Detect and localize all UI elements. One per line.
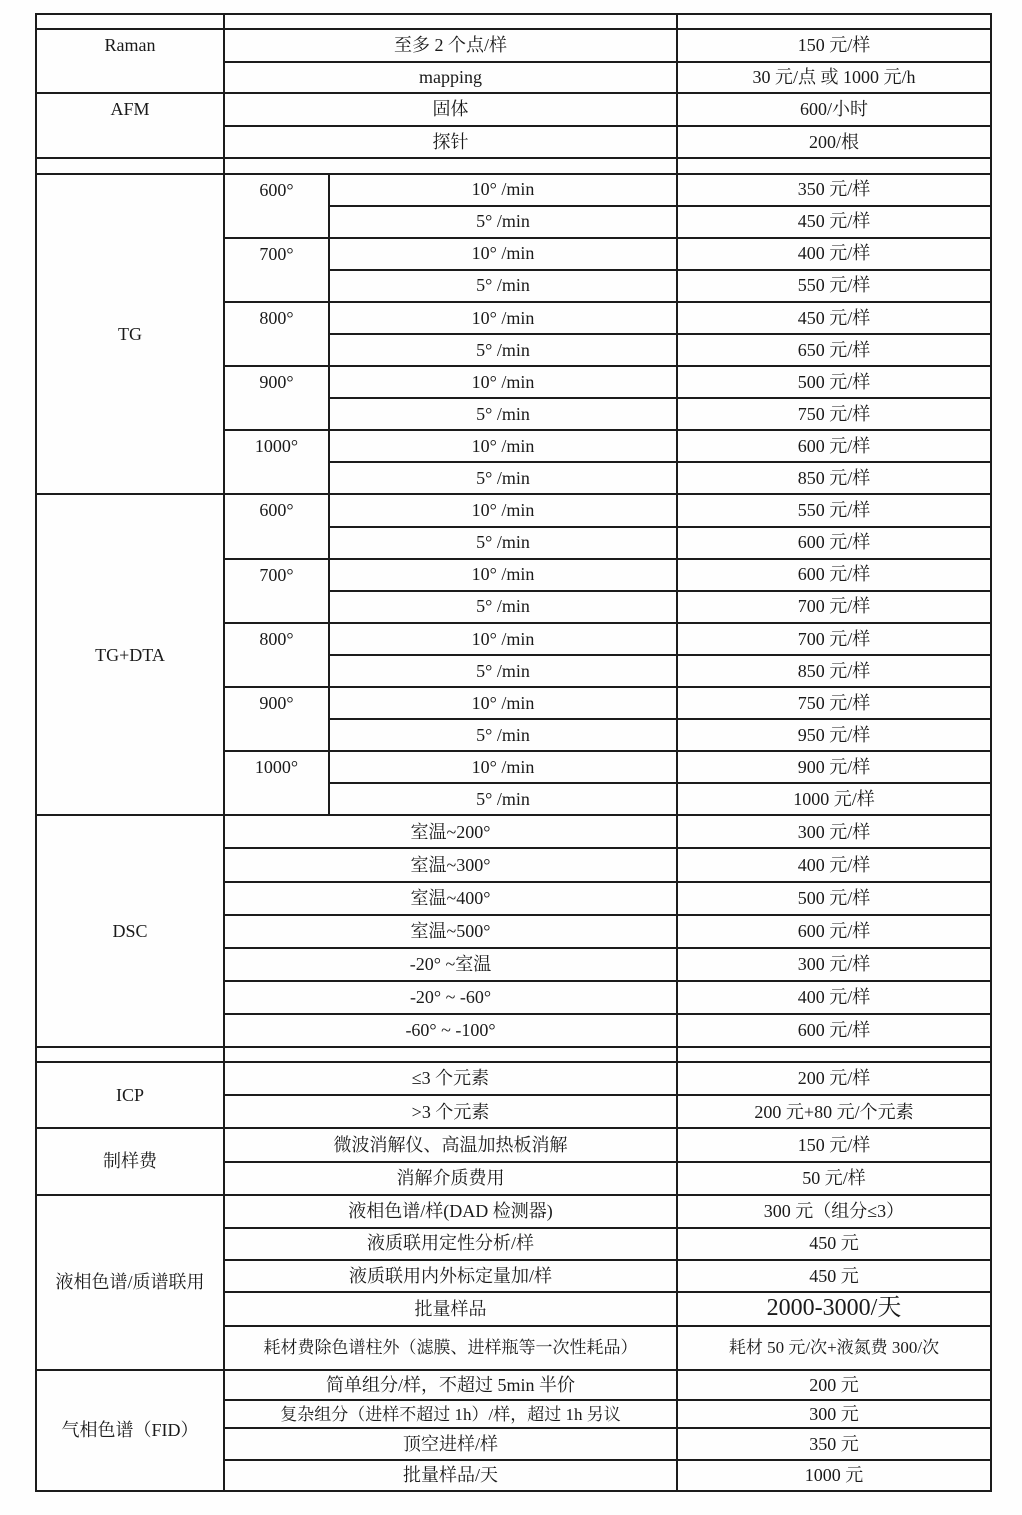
rate-cell: 10° /min — [329, 366, 677, 398]
price-cell: 450 元/样 — [677, 302, 991, 334]
price-cell: 400 元/样 — [677, 981, 991, 1014]
price-cell: 400 元/样 — [677, 848, 991, 881]
condition-cell: -20° ~ -60° — [224, 981, 677, 1014]
empty-cell — [224, 1047, 677, 1062]
price-cell: 300 元/样 — [677, 815, 991, 848]
price-cell: 350 元 — [677, 1428, 991, 1460]
price-cell: 150 元/样 — [677, 29, 991, 62]
afm-label: AFM — [36, 93, 224, 158]
empty-cell — [36, 1047, 224, 1062]
table-row — [36, 174, 991, 206]
icp-label: ICP — [36, 1062, 224, 1128]
temp-cell: 800° — [224, 302, 329, 366]
condition-cell: 探针 — [224, 126, 677, 158]
condition-cell: 室温~300° — [224, 848, 677, 881]
table-row — [36, 93, 991, 126]
empty-cell — [36, 14, 224, 29]
condition-cell: >3 个元素 — [224, 1095, 677, 1128]
condition-cell: 至多 2 个点/样 — [224, 29, 677, 62]
rate-cell: 10° /min — [329, 623, 677, 655]
tg-label: TG — [36, 174, 224, 495]
price-cell: 450 元 — [677, 1228, 991, 1260]
rate-cell: 5° /min — [329, 655, 677, 687]
temp-cell: 600° — [224, 174, 329, 238]
condition-cell: 室温~200° — [224, 815, 677, 848]
table-row — [36, 158, 991, 173]
price-cell: 350 元/样 — [677, 174, 991, 206]
price-cell: 耗材 50 元/次+液氮费 300/次 — [677, 1326, 991, 1370]
price-cell: 500 元/样 — [677, 366, 991, 398]
tg-dta-label: TG+DTA — [36, 494, 224, 815]
rate-cell: 5° /min — [329, 206, 677, 238]
price-cell: 550 元/样 — [677, 494, 991, 526]
temp-cell: 700° — [224, 238, 329, 302]
rate-cell: 5° /min — [329, 462, 677, 494]
condition-cell: 消解介质费用 — [224, 1162, 677, 1195]
condition-cell: -20° ~室温 — [224, 948, 677, 981]
rate-cell: 5° /min — [329, 719, 677, 751]
condition-cell: mapping — [224, 62, 677, 93]
table-row — [36, 815, 991, 848]
sample-prep-label: 制样费 — [36, 1128, 224, 1194]
table-row — [36, 1047, 991, 1062]
price-cell: 600/小时 — [677, 93, 991, 126]
table-row — [36, 1128, 991, 1161]
rate-cell: 10° /min — [329, 494, 677, 526]
condition-cell: ≤3 个元素 — [224, 1062, 677, 1095]
price-cell: 850 元/样 — [677, 655, 991, 687]
price-cell: 1000 元/样 — [677, 783, 991, 815]
table-row — [36, 1195, 991, 1228]
rate-cell: 10° /min — [329, 687, 677, 719]
price-cell: 700 元/样 — [677, 591, 991, 623]
rate-cell: 10° /min — [329, 174, 677, 206]
temp-cell: 800° — [224, 623, 329, 687]
price-cell: 750 元/样 — [677, 398, 991, 430]
temp-cell: 1000° — [224, 430, 329, 494]
condition-cell: 顶空进样/样 — [224, 1428, 677, 1460]
temp-cell: 900° — [224, 687, 329, 751]
price-cell: 600 元/样 — [677, 430, 991, 462]
condition-cell: 耗材费除色谱柱外（滤膜、进样瓶等一次性耗品） — [224, 1326, 677, 1370]
rate-cell: 5° /min — [329, 591, 677, 623]
price-cell: 200/根 — [677, 126, 991, 158]
price-cell: 200 元+80 元/个元素 — [677, 1095, 991, 1128]
price-cell: 30 元/点 或 1000 元/h — [677, 62, 991, 93]
condition-cell: 批量样品 — [224, 1292, 677, 1326]
empty-cell — [677, 1047, 991, 1062]
table-row — [36, 1062, 991, 1095]
temp-cell: 900° — [224, 366, 329, 430]
lcms-label: 液相色谱/质谱联用 — [36, 1195, 224, 1371]
empty-cell — [677, 158, 991, 173]
rate-cell: 10° /min — [329, 751, 677, 783]
price-cell: 600 元/样 — [677, 559, 991, 591]
condition-cell: 批量样品/天 — [224, 1460, 677, 1491]
empty-cell — [36, 158, 224, 173]
empty-cell — [224, 158, 677, 173]
price-cell: 400 元/样 — [677, 238, 991, 270]
rate-cell: 10° /min — [329, 238, 677, 270]
price-cell: 300 元 — [677, 1400, 991, 1428]
price-cell: 750 元/样 — [677, 687, 991, 719]
price-cell: 950 元/样 — [677, 719, 991, 751]
condition-cell: -60° ~ -100° — [224, 1014, 677, 1047]
price-cell: 650 元/样 — [677, 334, 991, 366]
empty-cell — [224, 14, 677, 29]
condition-cell: 微波消解仪、高温加热板消解 — [224, 1128, 677, 1161]
dsc-label: DSC — [36, 815, 224, 1047]
price-cell: 550 元/样 — [677, 270, 991, 302]
gc-label: 气相色谱（FID） — [36, 1370, 224, 1491]
price-cell: 600 元/样 — [677, 527, 991, 559]
price-cell: 850 元/样 — [677, 462, 991, 494]
condition-cell: 简单组分/样，不超过 5min 半价 — [224, 1370, 677, 1400]
condition-cell: 液质联用内外标定量加/样 — [224, 1260, 677, 1292]
rate-cell: 5° /min — [329, 398, 677, 430]
price-cell: 200 元/样 — [677, 1062, 991, 1095]
empty-cell — [677, 14, 991, 29]
temp-cell: 600° — [224, 494, 329, 558]
raman-label: Raman — [36, 29, 224, 93]
table-row — [36, 494, 991, 526]
condition-cell: 室温~400° — [224, 882, 677, 915]
price-cell: 2000-3000/天 — [677, 1292, 991, 1326]
price-cell: 500 元/样 — [677, 882, 991, 915]
rate-cell: 5° /min — [329, 783, 677, 815]
price-cell: 1000 元 — [677, 1460, 991, 1491]
condition-cell: 固体 — [224, 93, 677, 126]
condition-cell: 液相色谱/样(DAD 检测器) — [224, 1195, 677, 1228]
price-table — [35, 13, 992, 1492]
price-cell: 300 元/样 — [677, 948, 991, 981]
rate-cell: 5° /min — [329, 527, 677, 559]
rate-cell: 5° /min — [329, 270, 677, 302]
price-cell: 300 元（组分≤3） — [677, 1195, 991, 1228]
price-cell: 200 元 — [677, 1370, 991, 1400]
price-cell: 600 元/样 — [677, 1014, 991, 1047]
condition-cell: 室温~500° — [224, 915, 677, 948]
table-row — [36, 29, 991, 62]
price-cell: 150 元/样 — [677, 1128, 991, 1161]
table-row — [36, 1370, 991, 1400]
price-cell: 600 元/样 — [677, 915, 991, 948]
price-cell: 450 元/样 — [677, 206, 991, 238]
rate-cell: 10° /min — [329, 559, 677, 591]
temp-cell: 1000° — [224, 751, 329, 815]
temp-cell: 700° — [224, 559, 329, 623]
rate-cell: 10° /min — [329, 430, 677, 462]
condition-cell: 复杂组分（进样不超过 1h）/样，超过 1h 另议 — [224, 1400, 677, 1428]
rate-cell: 5° /min — [329, 334, 677, 366]
condition-cell: 液质联用定性分析/样 — [224, 1228, 677, 1260]
price-cell: 700 元/样 — [677, 623, 991, 655]
price-cell: 450 元 — [677, 1260, 991, 1292]
price-cell: 900 元/样 — [677, 751, 991, 783]
rate-cell: 10° /min — [329, 302, 677, 334]
price-cell: 50 元/样 — [677, 1162, 991, 1195]
table-row — [36, 14, 991, 29]
